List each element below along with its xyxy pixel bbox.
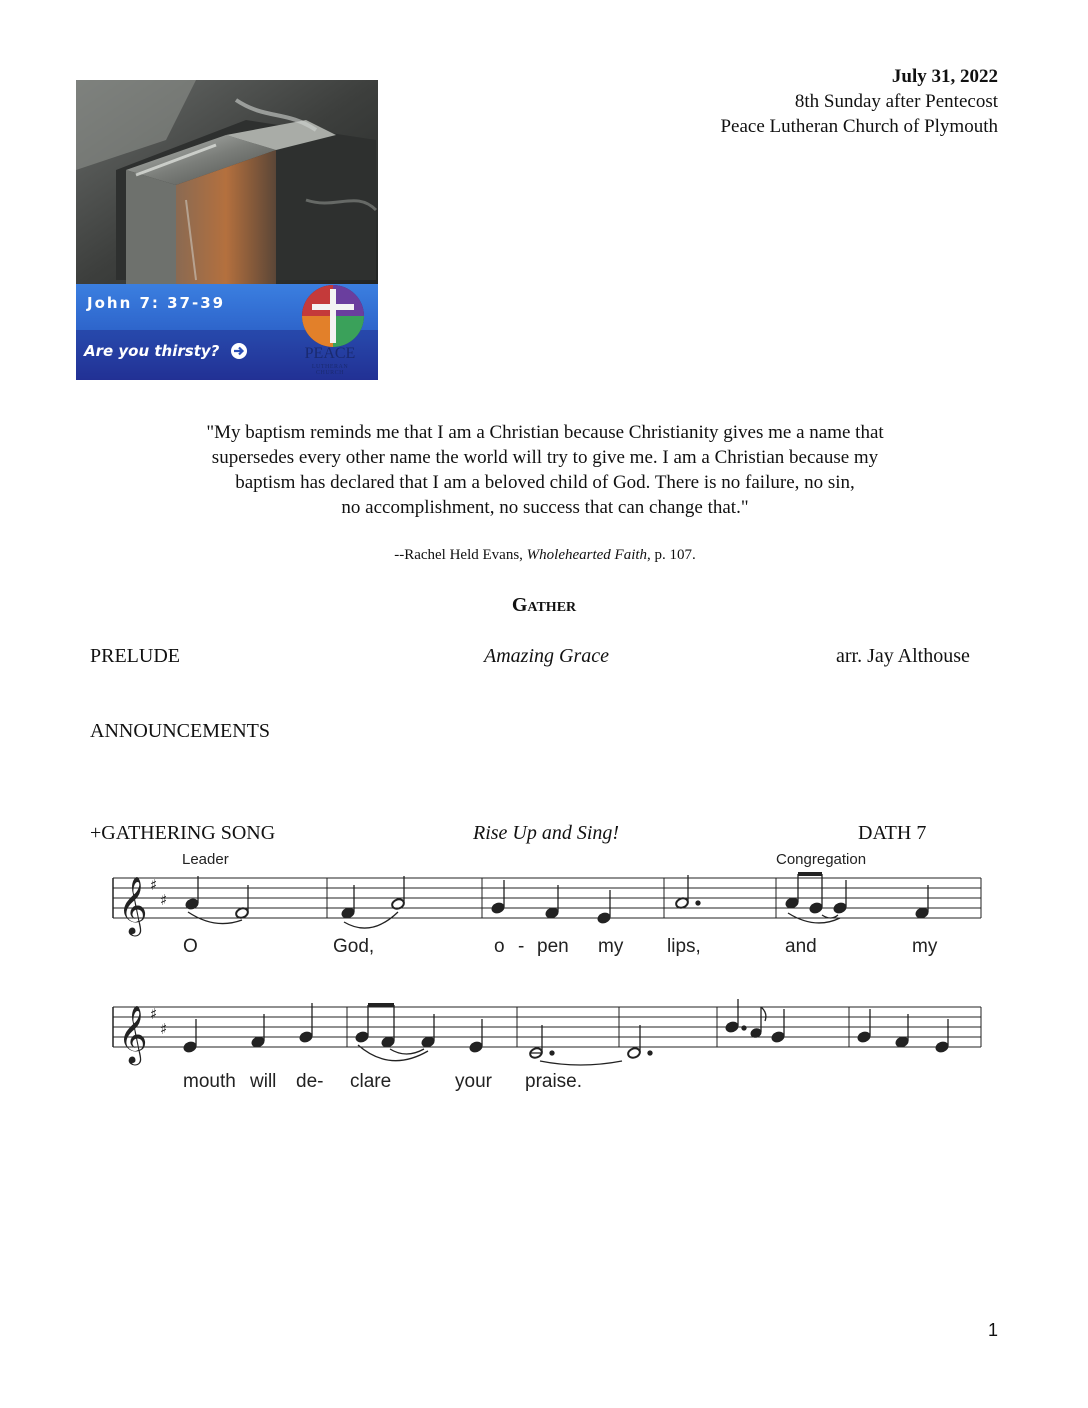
attribution-author: --Rachel Held Evans,	[394, 547, 527, 563]
music-staff-2	[110, 997, 986, 1077]
lyric-word: o	[494, 936, 505, 957]
lyric-word: my	[598, 936, 624, 957]
prelude-title: Amazing Grace	[484, 645, 609, 667]
attribution-book: Wholehearted Faith	[526, 547, 648, 563]
attribution-page: , p. 107.	[647, 547, 696, 563]
sharp-icon: ♯	[160, 1020, 168, 1038]
cover-verse: John 7: 37-39	[87, 294, 226, 312]
section-title: Gather	[511, 594, 577, 616]
treble-clef-icon: 𝄞	[118, 1005, 148, 1063]
lyric-word: pen	[537, 936, 569, 957]
service-occasion: 8th Sunday after Pentecost	[794, 91, 998, 112]
treble-clef-icon: 𝄞	[118, 876, 148, 934]
gathering-song-label: +GATHERING SONG	[90, 822, 276, 844]
lyric-word: will	[250, 1071, 277, 1092]
cover-tagline: Are you thirsty?	[84, 342, 220, 360]
cover-image	[76, 80, 378, 380]
church-logo-subtext: LUTHERAN CHURCH	[311, 364, 349, 376]
page-number: 1	[987, 1320, 998, 1340]
lyric-word: your	[455, 1071, 492, 1092]
lyric-word: lips,	[667, 936, 701, 957]
gathering-song-title: Rise Up and Sing!	[473, 822, 620, 844]
lyric-word: my	[912, 936, 938, 957]
prelude-arranger: arr. Jay Althouse	[836, 645, 970, 667]
gathering-song-number: DATH 7	[858, 822, 927, 844]
sharp-icon: ♯	[150, 1005, 158, 1023]
sharp-icon: ♯	[150, 876, 158, 894]
church-logo-text: PEACE	[304, 345, 356, 362]
quote-line: no accomplishment, no success that can change that."	[341, 497, 749, 518]
quote-attribution	[80, 547, 1010, 564]
sharp-icon: ♯	[160, 891, 168, 909]
service-date: July 31, 2022	[891, 66, 998, 87]
church-name: Peace Lutheran Church of Plymouth	[720, 116, 998, 137]
lyric-word: mouth	[183, 1071, 236, 1092]
lyric-word: O	[183, 936, 198, 957]
lyric-word: -	[518, 936, 525, 957]
quote-line: baptism has declared that I am a beloved child of God. There is no failure, no sin,	[235, 472, 855, 493]
bulletin-header	[720, 64, 998, 139]
quote-line: supersedes every other name the world will try to give me. I am a Christian because my	[211, 447, 879, 468]
prelude-label: PRELUDE	[90, 645, 180, 667]
lyric-word: praise.	[525, 1071, 583, 1092]
arrow-right-circle-icon	[230, 342, 248, 360]
lyric-word: de-	[296, 1071, 324, 1092]
lyric-word: God,	[333, 936, 375, 957]
lyric-word: clare	[350, 1071, 392, 1092]
leader-label: Leader	[182, 851, 229, 868]
quote-line: "My baptism reminds me that I am a Christian because Christianity gives me a name that	[206, 422, 884, 443]
announcements-heading: ANNOUNCEMENTS	[90, 720, 270, 742]
lyric-word: and	[785, 936, 817, 957]
quote-block	[80, 420, 1010, 520]
congregation-label: Congregation	[776, 851, 867, 868]
